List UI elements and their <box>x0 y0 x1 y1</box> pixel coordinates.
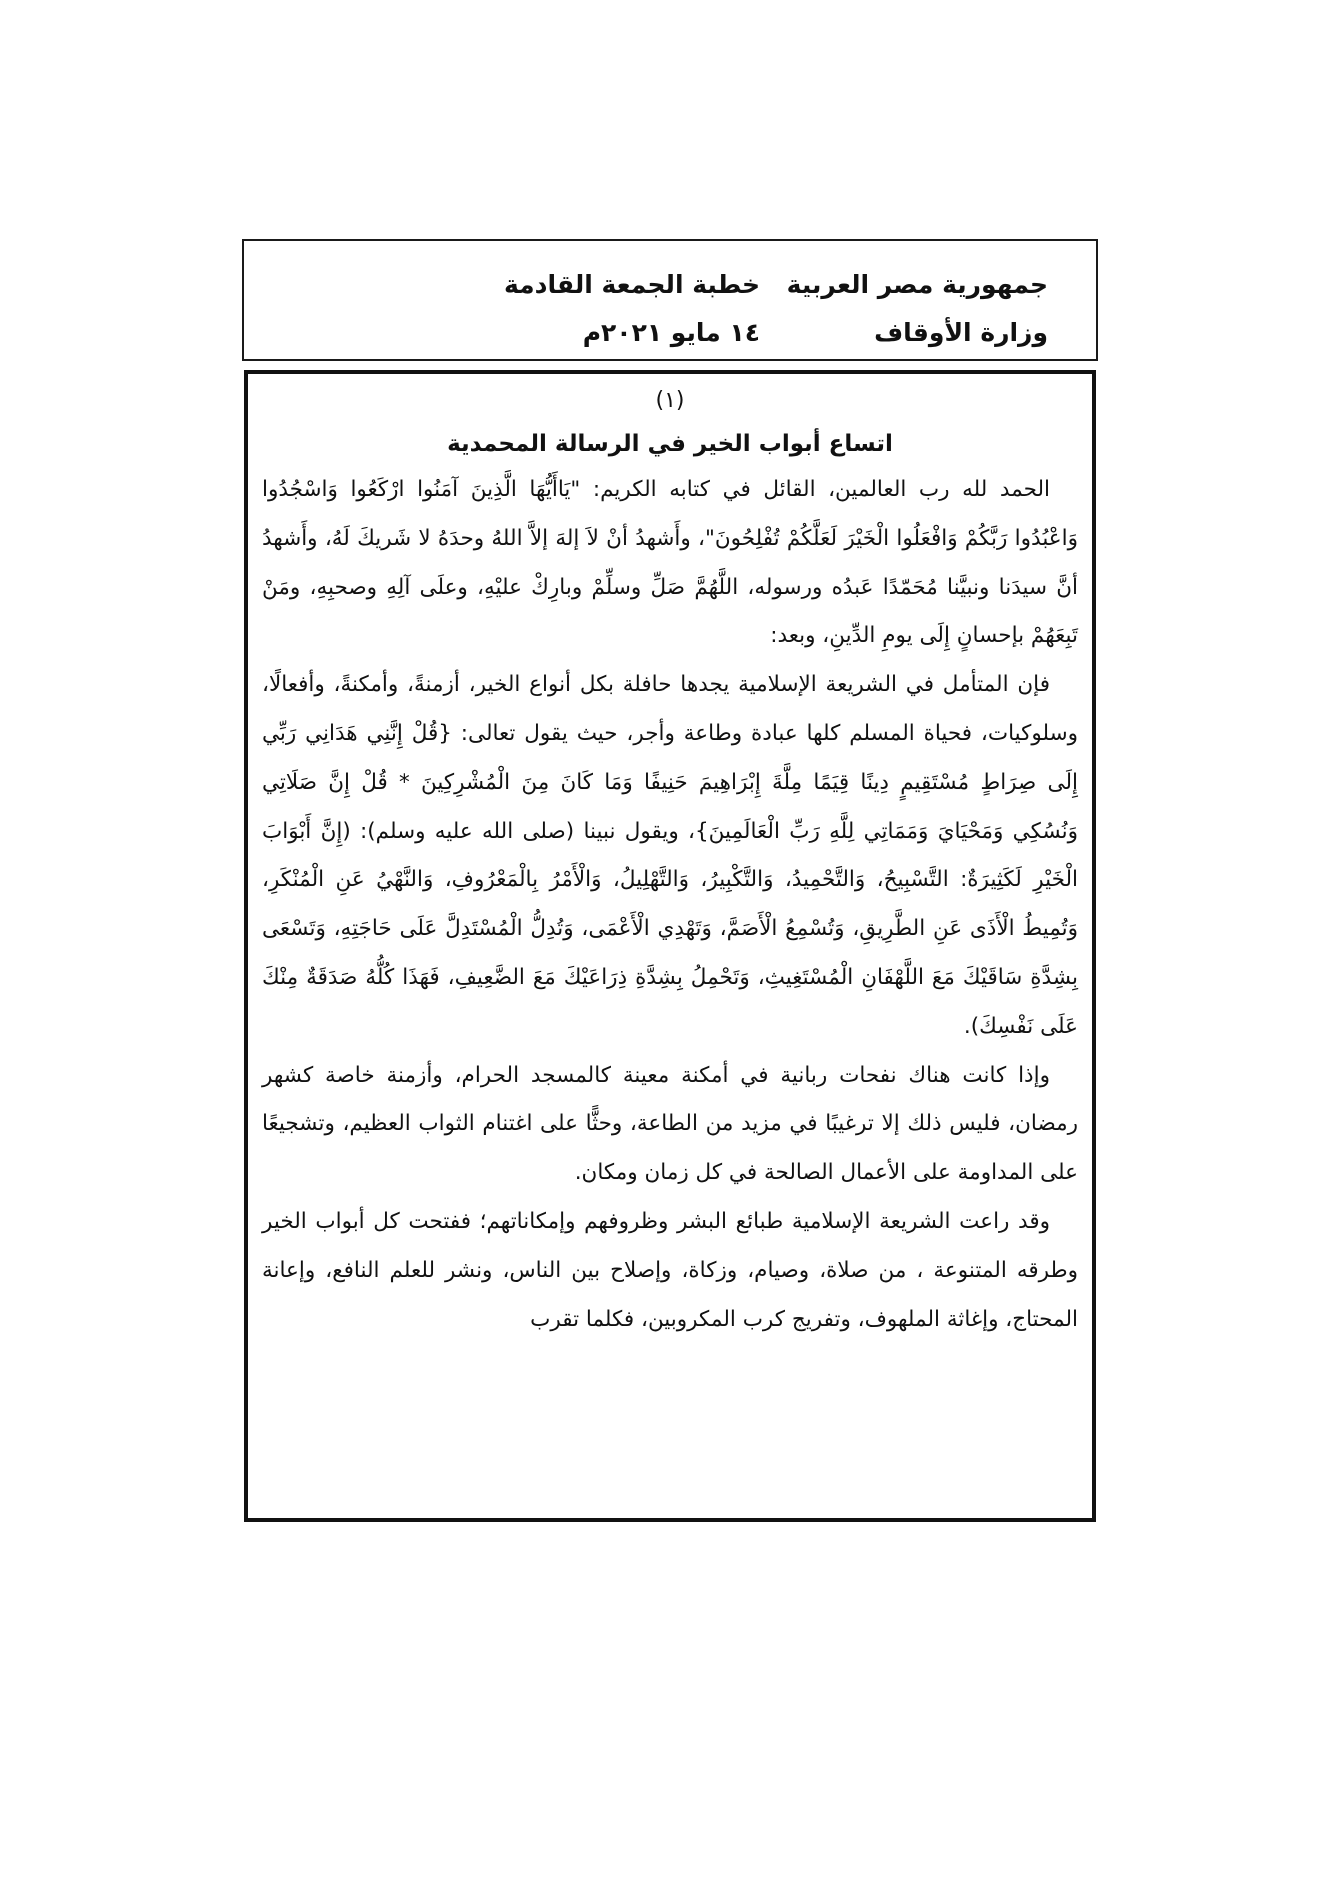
country-name: جمهورية مصر العربية <box>786 270 1048 299</box>
paragraph-sharia-considerations: وقد راعت الشريعة الإسلامية طبائع البشر وظروفهم وإمكاناتهم؛ ففتحت كل أبواب الخير وطرقه المتنوعة ، من صلاة، وصيام، وزكاة، وإصلاح بين الناس، ونشر للعلم النافع، وإعانة المحتاج، وإغاثة الملهوف، وتفريج كرب المكروبين، فكلما تقرب <box>262 1208 1078 1332</box>
paragraph-gates-of-good: فإن المتأمل في الشريعة الإسلامية يجدها حافلة بكل أنواع الخير، أزمنةً، وأمكنةً، وأفعالًا، وسلوكيات، فحياة المسلم كلها عبادة وطاعة وأجر، حيث يقول تعالى: {قُلْ إِنَّنِي هَدَانِي رَبِّي إِلَى صِرَاطٍ مُسْتَقِيمٍ دِينًا قِيَمًا مِلَّةَ إِبْرَاهِيمَ حَنِيفًا وَمَا كَانَ مِنَ الْمُشْرِكِينَ * قُلْ إِنَّ صَلَاتِي وَنُسُكِي وَمَحْيَايَ وَمَمَاتِي لِلَّهِ رَبِّ الْعَالَمِينَ}، ويقول نبينا (صلى الله عليه وسلم): (إِنَّ أَبْوَابَ الْخَيْرِ لَكَثِيرَةٌ: التَّسْبِيحُ، وَالتَّحْمِيدُ، وَالتَّكْبِيرُ، وَالتَّهْلِيلُ، وَالْأَمْرُ بِالْمَعْرُوفِ، وَالنَّهْيُ عَنِ الْمُنْكَرِ، وَتُمِيطُ الْأَذَى عَنِ الطَّرِيقِ، وَتُسْمِعُ الْأَصَمَّ، وَتَهْدِي الْأَعْمَى، وَتُدِلُّ الْمُسْتَدِلَّ عَلَى حَاجَتِهِ، وَتَسْعَى بِشِدَّةِ سَاقَيْكَ مَعَ اللَّهْفَانِ الْمُسْتَغِيثِ، وَتَحْمِلُ بِشِدَّةِ ذِرَاعَيْكَ مَعَ الضَّعِيفِ، فَهَذَا كُلُّهُ صَدَقَةٌ مِنْكَ عَلَى نَفْسِكَ). <box>262 672 1078 1039</box>
sermon-body <box>244 370 1096 1522</box>
header-right-block <box>787 261 1048 357</box>
sermon-date: ١٤ مايو ٢٠٢١م <box>582 318 760 347</box>
paragraph-intro: الحمد لله رب العالمين، القائل في كتابه الكريم: "يَاأَيُّهَا الَّذِينَ آمَنُوا ارْكَعُوا وَاسْجُدُوا وَاعْبُدُوا رَبَّكُمْ وَافْعَلُوا الْخَيْرَ لَعَلَّكُمْ تُفْلِحُونَ"، وأَشهدُ أنْ لاَ إلهَ إلاَّ اللهُ وحدَهُ لا شَريكَ لَهُ، وأَشهدُ أنَّ سيدَنا ونبيَّنا مُحَمّدًا عَبدُه ورسوله، اللَّهُمَّ صَلِّ وسلِّمْ وبارِكْ عليْهِ، وعلَى آلِهِ وصحبِهِ، ومَنْ تَبِعَهُمْ بإحسانٍ إِلَى يومِ الدِّينِ، وبعد: <box>262 477 1078 649</box>
header-left-block <box>504 261 760 357</box>
paragraph-divine-blessings: وإذا كانت هناك نفحات ربانية في أمكنة معينة كالمسجد الحرام، وأزمنة خاصة كشهر رمضان، فليس ذلك إلا ترغيبًا في مزيد من الطاعة، وحثًّا على اغتنام الثواب العظيم، وتشجيعًا على المداومة على الأعمال الصالحة في كل زمان ومكان. <box>262 1062 1078 1186</box>
sermon-label: خطبة الجمعة القادمة <box>504 270 760 299</box>
ministry-name: وزارة الأوقاف <box>874 318 1048 347</box>
section-title: اتساع أبواب الخير في الرسالة المحمدية <box>447 431 893 457</box>
section-number: (١) <box>655 388 685 413</box>
header-box <box>242 239 1098 361</box>
